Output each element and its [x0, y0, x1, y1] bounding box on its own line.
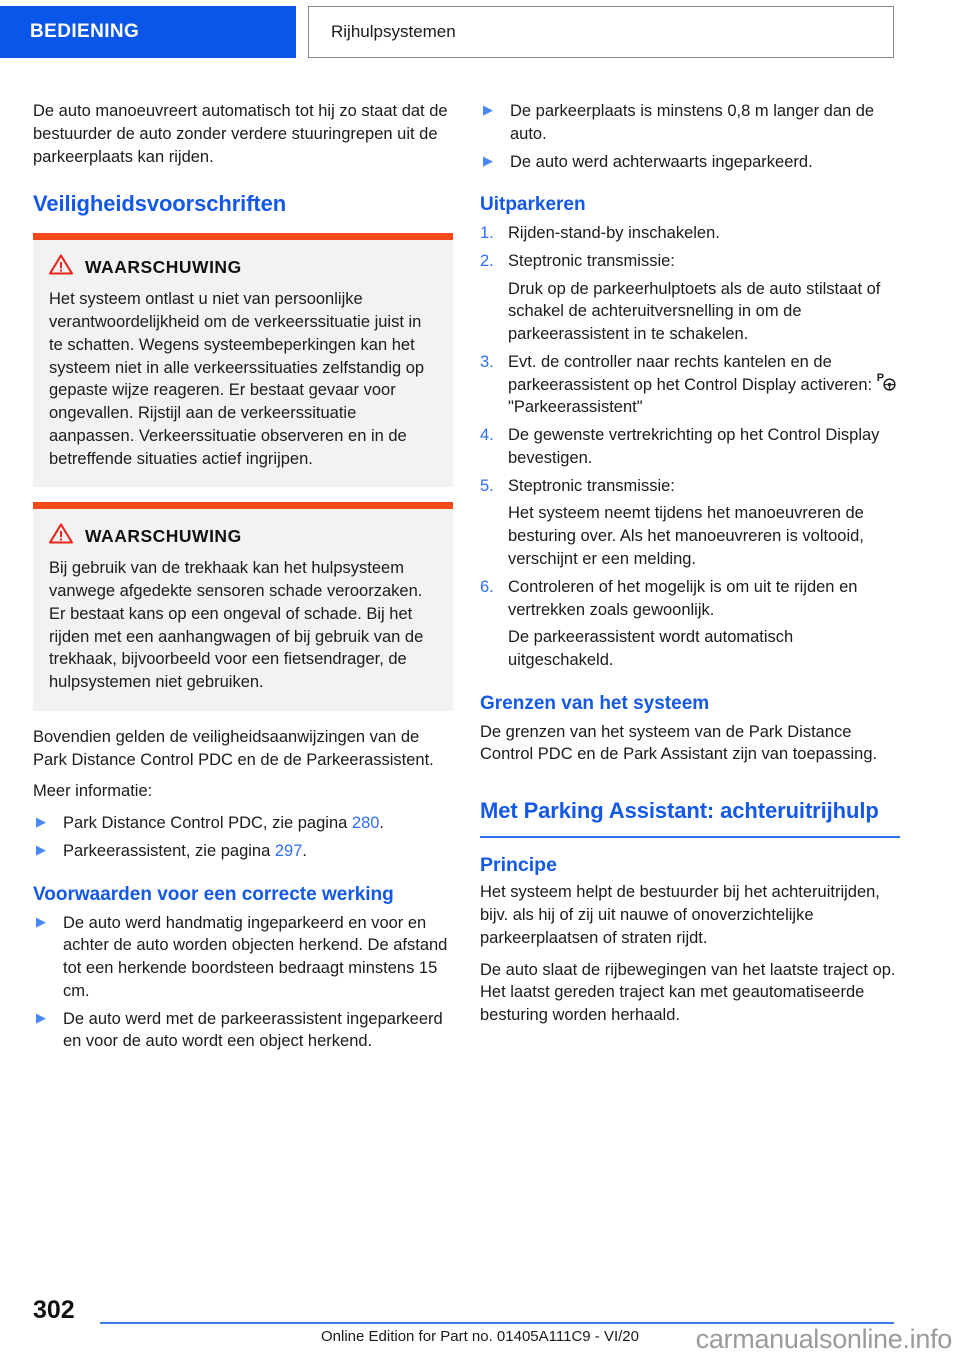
cross-reference-pdc-text: Park Distance Control PDC, zie pagina: [63, 814, 352, 833]
cross-reference-parkeerassistent-text: Parkeerassistent, zie pagina: [63, 842, 275, 861]
park-assist-icon: P: [877, 376, 899, 393]
cross-reference-parkeerassistent-page[interactable]: 297: [274, 842, 303, 861]
warning-box-2-text: Bij gebruik van de trekhaak kan het hulpsysteem vanwege afgedekte sensoren schade veroorzaken. Er bestaat kans op een ongeval of schade. Bij het rijden met een aanhangwagen of bij gebruik van de trekhaak, bijvoorbeeld voor een fietsendrager, de hulpsystemen niet gebruiken.: [49, 559, 424, 692]
step-1: [480, 222, 900, 245]
list-item: [33, 840, 453, 863]
heading-met-parking-assistant-text: Met Parking Assistant: achteruitrijhulp: [480, 798, 879, 824]
triangle-bullet-icon: ▶: [483, 102, 493, 117]
step-3-number: 3.: [480, 352, 494, 371]
step-1-number: 1.: [480, 224, 494, 243]
step-6-text: Controleren of het mogelijk is om uit te rijden en vertrekken zoals gewoonlijk.: [508, 577, 858, 619]
warning-triangle-icon: [49, 523, 73, 549]
after-warnings-paragraph: Bovendien gelden de veiligheidsaanwijzingen van de Park Distance Control PDC en de de Parkeerassistent.: [33, 727, 434, 769]
header-topic-label: Rijhulpsystemen: [331, 22, 456, 41]
step-4-number: 4.: [480, 426, 494, 445]
page-number: 302: [33, 1296, 75, 1324]
principe-paragraph-2: De auto slaat de rijbewegingen van het laatste traject op. Het laatst gereden traject kan met geautomatiseerde besturing worden herhaald.: [480, 960, 896, 1025]
step-2: [480, 250, 900, 346]
warning-box-1-title: [49, 254, 437, 280]
list-item: [33, 1008, 453, 1054]
conditions-list: [33, 912, 453, 1054]
uitparkeren-steps: [480, 222, 900, 672]
heading-met-parking-assistant: [480, 797, 900, 838]
step-6: [480, 576, 900, 672]
heading-veiligheidsvoorschriften: [33, 190, 453, 218]
list-item: [480, 100, 900, 146]
page-footer: [0, 1290, 960, 1362]
warning-block-2: [33, 502, 453, 711]
edition-note: Online Edition for Part no. 01405A111C9 - VI/20: [321, 1328, 639, 1345]
warning-accent-bar: [33, 233, 453, 240]
step-5-subtext: Het systeem neemt tijdens het manoeuvreren de besturing over. Als het manoeuvreren is voltooid, verschijnt er een melding.: [508, 504, 864, 568]
warning-box-1-label: WAARSCHUWING: [85, 256, 242, 277]
list-item: [33, 912, 453, 1003]
step-2-subtext: Druk op de parkeerhulptoets als de auto stilstaat of schakel de achteruitversnelling in om de parkeerassistent in te schakelen.: [508, 279, 881, 344]
step-4: [480, 424, 900, 470]
step-4-text: De gewenste vertrekrichting op het Control Display bevestigen.: [508, 426, 880, 467]
step-1-text: Rijden-stand-by inschakelen.: [508, 224, 720, 243]
step-5: [480, 475, 900, 571]
step-3: [480, 351, 900, 419]
heading-voorwaarden: Voorwaarden voor een correcte werking: [33, 883, 394, 905]
condition-item-3: De parkeerplaats is minstens 0,8 m langer dan de auto.: [510, 102, 875, 143]
triangle-bullet-icon: ▶: [36, 814, 46, 830]
warning-triangle-icon: [49, 254, 73, 280]
site-watermark: carmanualsonline.info: [695, 1324, 952, 1354]
cross-reference-pdc[interactable]: [63, 812, 453, 835]
conditions-list-continued: [480, 100, 900, 173]
warning-box-1: [33, 240, 453, 487]
triangle-bullet-icon: ▶: [483, 152, 493, 168]
heading-grenzen: Grenzen van het systeem: [480, 692, 710, 714]
warning-box-2-label: WAARSCHUWING: [85, 525, 242, 546]
warning-block-1: [33, 233, 453, 487]
step-2-text: Steptronic transmissie:: [508, 251, 675, 270]
warning-box-2-title: [49, 523, 437, 549]
triangle-bullet-icon: ▶: [36, 842, 46, 858]
heading-principe: Principe: [480, 854, 557, 877]
cross-reference-parkeerassistent-suffix: .: [302, 842, 307, 861]
step-6-subtext: De parkeerassistent wordt automatisch uitgeschakeld.: [508, 628, 794, 670]
limits-paragraph: De grenzen van het systeem van de Park Distance Control PDC en de Park Assistant zijn van toepassing.: [480, 722, 878, 764]
warning-box-1-text: Het systeem ontlast u niet van persoonlijke verantwoordelijkheid om de verkeerssituatie juist in te schatten. Wegens systeembeperkingen kan het systeem niet in alle verkeerssituaties zelfstandig op gepaste wijze reageren. Er bestaat gevaar voor ongevallen. Rijstijl aan de verkeerssituatie aanpassen. Verkeerssituatie observeren en in de betreffende situaties actief ingrijpen.: [49, 290, 425, 468]
left-column: [33, 100, 453, 1058]
header-section-tab[interactable]: [0, 6, 296, 58]
warning-box-2: [33, 509, 453, 711]
step-5-text: Steptronic transmissie:: [508, 476, 675, 495]
more-info-list: [33, 812, 453, 863]
warning-accent-bar-2: [33, 502, 453, 509]
list-item: [480, 151, 900, 174]
header-section-label: BEDIENING: [30, 21, 140, 42]
heading-uitparkeren: Uitparkeren: [480, 194, 586, 216]
step-6-number: 6.: [480, 577, 494, 596]
page-header: [0, 6, 960, 62]
header-topic-tab[interactable]: [308, 6, 894, 58]
cross-reference-pdc-suffix: .: [379, 814, 385, 833]
step-3-text-after: "Parkeerassistent": [508, 398, 643, 417]
cross-reference-parkeerassistent[interactable]: [63, 840, 453, 863]
step-5-number: 5.: [480, 476, 494, 495]
list-item: [33, 812, 453, 835]
condition-item-4: De auto werd achterwaarts ingeparkeerd.: [510, 152, 813, 171]
more-info-label: Meer informatie:: [33, 782, 153, 801]
triangle-bullet-icon: ▶: [36, 913, 46, 929]
condition-item-2: De auto werd met de parkeerassistent ingeparkeerd en voor de auto wordt een object herkend.: [63, 1009, 443, 1051]
heading-veiligheidsvoorschriften-text: Veiligheidsvoorschriften: [33, 191, 287, 217]
step-3-text-before: Evt. de controller naar rechts kantelen en de parkeerassistent op het Control Display activeren:: [508, 352, 877, 394]
cross-reference-pdc-page[interactable]: 280: [351, 814, 380, 833]
right-column: [480, 100, 900, 1027]
condition-item-1: De auto werd handmatig ingeparkeerd en voor en achter de auto worden objecten herkend. De afstand tot een herkende boordsteen bedraagt minstens 15 cm.: [63, 913, 448, 1000]
step-2-number: 2.: [480, 251, 494, 270]
triangle-bullet-icon: ▶: [36, 1009, 46, 1025]
principe-paragraph-1: Het systeem helpt de bestuurder bij het achteruitrijden, bijv. als hij of zij uit nauwe of onoverzichtelijke parkeerplaatsen of straten rijdt.: [480, 883, 880, 947]
intro-paragraph: De auto manoeuvreert automatisch tot hij zo staat dat de bestuurder de auto zonder verdere stuuringrepen uit de parkeerplaats kan rijden.: [33, 102, 448, 166]
